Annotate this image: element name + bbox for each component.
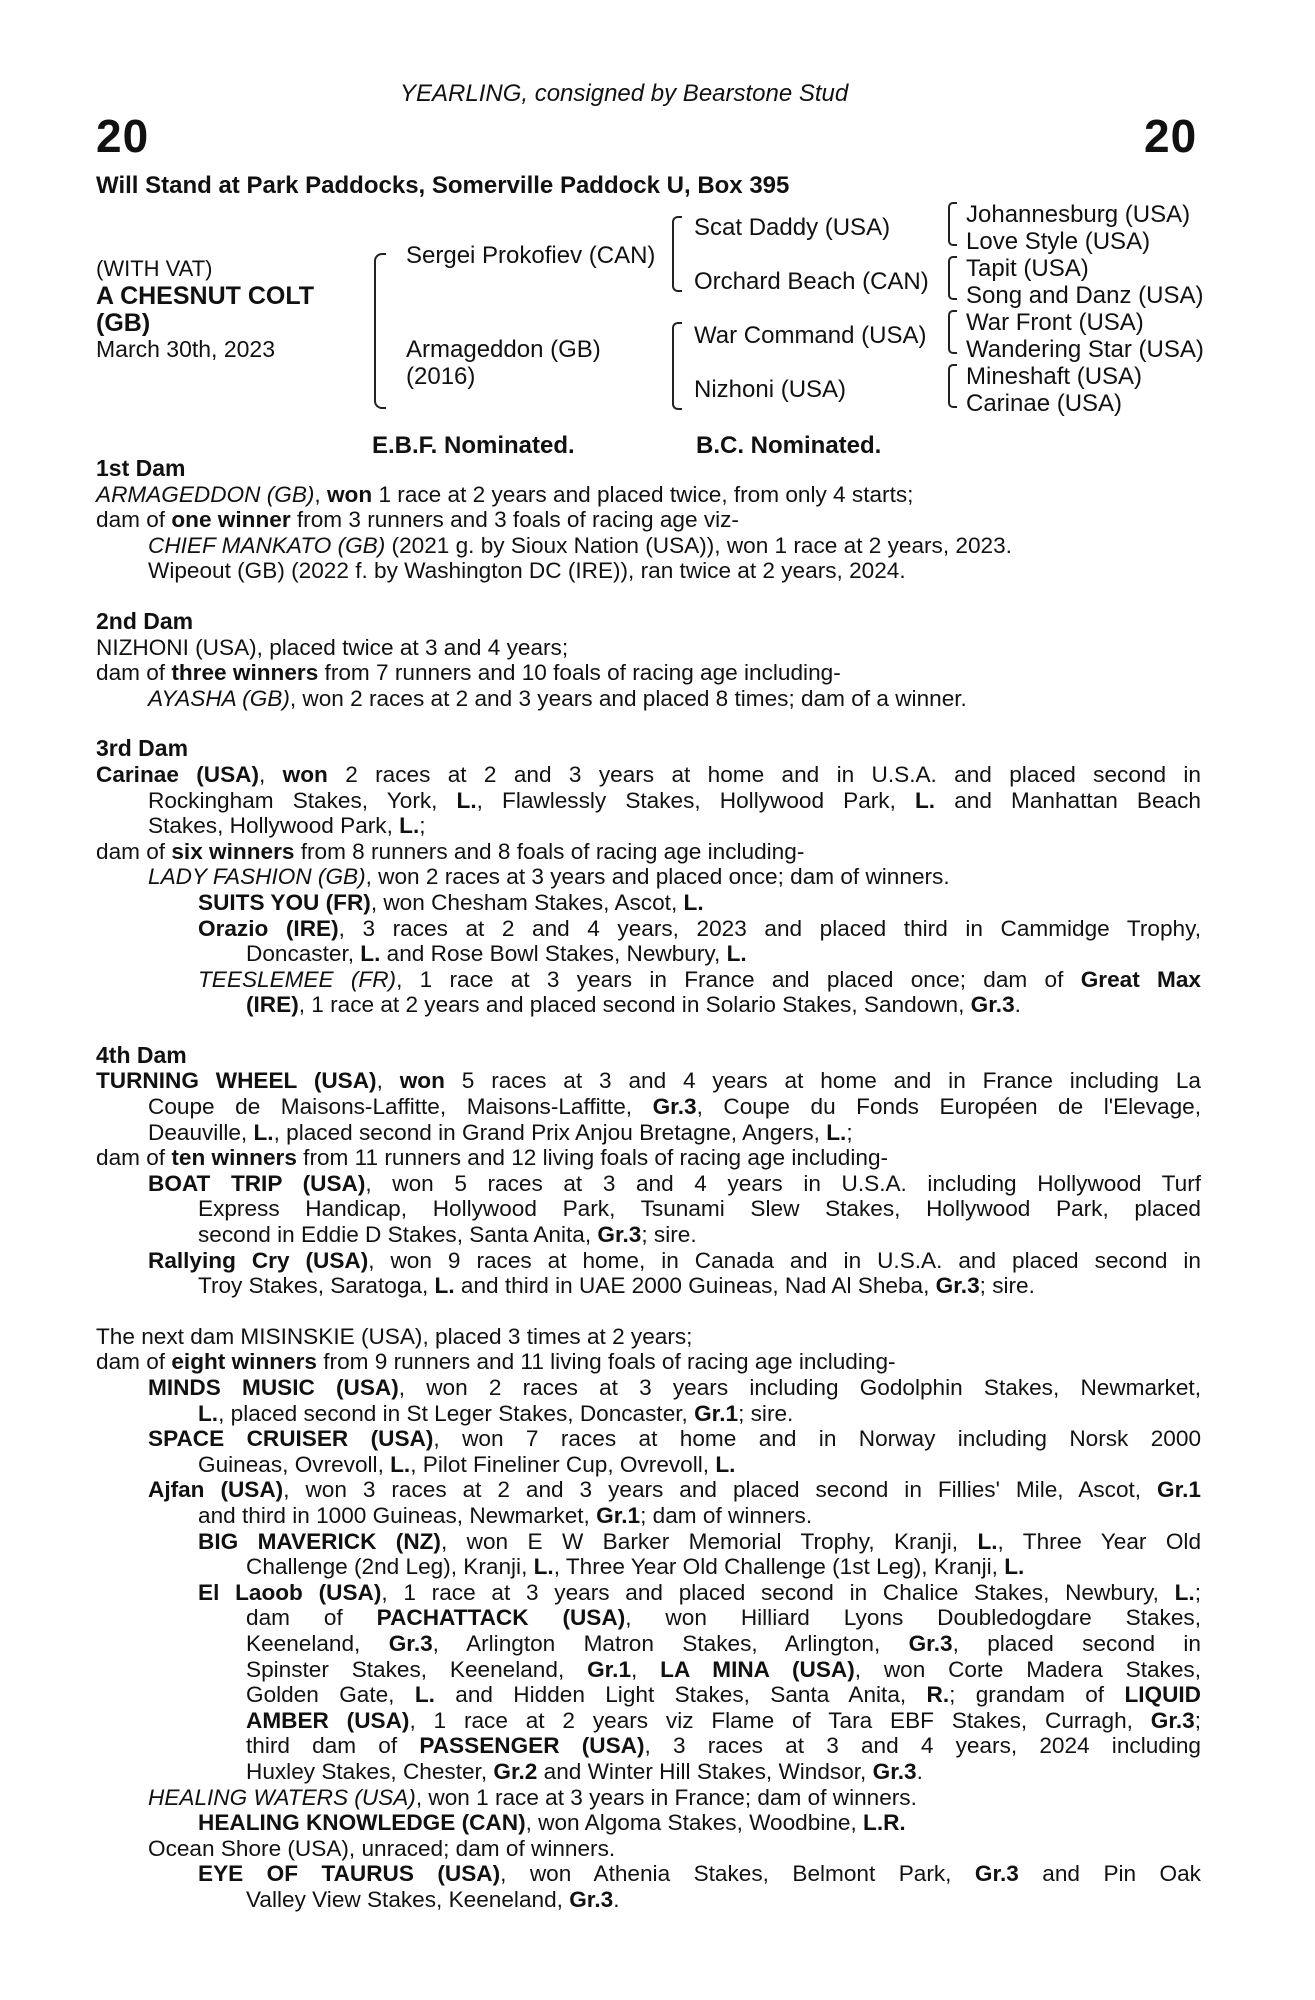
plain-text: ; grandam of — [949, 1682, 1125, 1708]
plain-text: Wipeout (GB) (2022 f. by Washington DC (IRE)), ran twice at 2 years, 2024. — [148, 558, 906, 584]
plain-text: dam of — [246, 1605, 377, 1631]
bold-text: L.R. — [863, 1810, 906, 1836]
family-text-line — [96, 1733, 1201, 1759]
pedigree-ss-dam: Love Style (USA) — [966, 228, 1151, 255]
bold-text: SPACE CRUISER (USA) — [148, 1426, 434, 1452]
plain-text: Deauville, — [148, 1119, 254, 1145]
plain-text: Challenge (2nd Leg), Kranji, — [246, 1554, 534, 1580]
pedigree-sire: Sergei Prokofiev (CAN) — [406, 242, 656, 269]
plain-text: , won 9 races at home, in Canada and in U.S.A. and placed second in — [368, 1247, 1201, 1273]
family-text-line — [96, 1120, 1201, 1146]
pedigree-dd-dam: Carinae (USA) — [966, 390, 1123, 417]
plain-text: , won Hilliard Lyons Doubledogdare Stakes, — [625, 1605, 1201, 1631]
plain-text: , Flawlessly Stakes, Hollywood Park, — [476, 787, 915, 813]
plain-text: Spinster Stakes, Keeneland, — [246, 1656, 588, 1682]
plain-text: , placed second in — [952, 1630, 1201, 1656]
plain-text: , — [259, 761, 283, 787]
bold-text: Gr.3 — [597, 1222, 642, 1248]
bold-text: Gr.3 — [652, 1094, 697, 1120]
plain-text: Coupe de Maisons-Laffitte, Maisons-Laffitte, — [148, 1094, 653, 1120]
family-text-line — [96, 1171, 1201, 1197]
bold-text: Great Max — [1080, 966, 1201, 992]
family-text-line — [96, 1248, 1201, 1274]
bold-text: HEALING KNOWLEDGE (CAN) — [198, 1810, 526, 1836]
bold-text: Gr.3 — [388, 1630, 433, 1656]
family-text-line — [96, 1605, 1201, 1631]
plain-text: , won 1 race at 3 years in France; dam of winners. — [415, 1784, 917, 1810]
plain-text: , 1 race at 3 years and placed second in Chalice Stakes, Newbury, — [381, 1579, 1175, 1605]
plain-text: ; dam of winners. — [640, 1502, 813, 1528]
bold-text: Gr.1 — [694, 1400, 739, 1426]
plain-text: , won 3 races at 2 and 3 years and placed second in Fillies' Mile, Ascot, — [283, 1477, 1158, 1503]
bold-text: L. — [456, 787, 477, 813]
family-text-line — [96, 788, 1201, 814]
bold-text: L. — [1004, 1554, 1025, 1580]
plain-text: , 3 races at 2 and 4 years, 2023 and placed third in Cammidge Trophy, — [338, 915, 1201, 941]
bold-text: six winners — [171, 838, 295, 864]
family-text-line — [96, 1145, 1201, 1171]
bold-text: Carinae (USA) — [96, 761, 259, 787]
bold-text: L. — [715, 1451, 736, 1477]
pedigree-brace-sire — [672, 216, 682, 292]
plain-text: 5 races at 3 and 4 years at home and in France including La — [444, 1068, 1201, 1094]
bold-text: won — [282, 761, 328, 787]
bold-text: L. — [726, 941, 747, 967]
plain-text: and Pin Oak — [1018, 1861, 1201, 1887]
bold-text: PASSENGER (USA) — [419, 1733, 645, 1759]
plain-text: The next dam MISINSKIE (USA), placed 3 times at 2 years; — [96, 1323, 693, 1349]
plain-text: dam of — [96, 1349, 172, 1375]
bold-text: Gr.1 — [587, 1656, 632, 1682]
pedigree-brace-ss — [948, 202, 957, 246]
dam-heading: 3rd Dam — [96, 735, 189, 762]
plain-text: (2021 g. by Sioux Nation (USA)), won 1 race at 2 years, 2023. — [385, 532, 1012, 558]
dam-section — [96, 1299, 1201, 1913]
pedigree-ds-sire: War Front (USA) — [966, 309, 1144, 336]
family-text-line — [96, 916, 1201, 942]
pedigree-brace-dam — [672, 322, 682, 410]
bold-text: EYE OF TAURUS (USA) — [198, 1861, 501, 1887]
bold-text: Gr.3 — [970, 992, 1015, 1018]
plain-text: and Manhattan Beach — [935, 787, 1201, 813]
bold-text: El Laoob (USA) — [198, 1579, 382, 1605]
family-text-line — [96, 1503, 1201, 1529]
bold-text: Rallying Cry (USA) — [148, 1247, 369, 1273]
plain-text: , won Chesham Stakes, Ascot, — [370, 889, 684, 915]
plain-text: second in Eddie D Stakes, Santa Anita, — [198, 1222, 598, 1248]
plain-text: Valley View Stakes, Keeneland, — [246, 1886, 570, 1912]
italic-text: TEESLEMEE (FR) — [198, 966, 397, 992]
family-text-line — [96, 1324, 1201, 1350]
plain-text: and Rose Bowl Stakes, Newbury, — [380, 941, 727, 967]
pedigree-dam-dam: Nizhoni (USA) — [694, 376, 847, 403]
bold-text: Gr.3 — [1150, 1707, 1195, 1733]
pedigree-sire-sire: Scat Daddy (USA) — [694, 214, 891, 241]
bold-text: Gr.3 — [569, 1886, 614, 1912]
plain-text: , 1 race at 2 years viz Flame of Tara EBF Stakes, Curragh, — [409, 1707, 1151, 1733]
family-text-line — [96, 1785, 1201, 1811]
pedigree-sire-dam: Orchard Beach (CAN) — [694, 268, 929, 295]
bold-text: L. — [198, 1400, 219, 1426]
plain-text: dam of — [96, 838, 172, 864]
family-text-line — [96, 1222, 1201, 1248]
bold-text: won — [326, 481, 373, 507]
family-text-line — [96, 635, 1201, 661]
plain-text: , — [376, 1068, 400, 1094]
section-spacer — [96, 1018, 1201, 1043]
family-text-line — [96, 1708, 1201, 1734]
bold-text: L. — [533, 1554, 554, 1580]
family-text-line — [96, 507, 1201, 533]
plain-text: , — [631, 1656, 661, 1682]
pedigree-brace-sd — [948, 256, 957, 300]
bc-nomination: B.C. Nominated. — [696, 432, 882, 459]
lot-number-right: 20 — [1144, 110, 1198, 162]
horse-description-origin: (GB) — [96, 309, 151, 337]
pedigree-dam-sire: War Command (USA) — [694, 322, 927, 349]
vat-note: (WITH VAT) — [96, 256, 213, 281]
plain-text: 2 races at 2 and 3 years at home and in U.S.A. and placed second in — [327, 761, 1201, 787]
plain-text: Keeneland, — [246, 1630, 389, 1656]
pedigree-sd-sire: Tapit (USA) — [966, 255, 1089, 282]
bold-text: Orazio (IRE) — [198, 915, 339, 941]
plain-text: ; — [846, 1119, 853, 1145]
italic-text: HEALING WATERS (USA) — [148, 1784, 416, 1810]
catalogue-subtitle: YEARLING, consigned by Bearstone Stud — [400, 80, 849, 107]
bold-text: AMBER (USA) — [246, 1707, 410, 1733]
bold-text: LA MINA (USA) — [660, 1656, 855, 1682]
family-text-line — [96, 1861, 1201, 1887]
plain-text: ; sire. — [738, 1400, 794, 1426]
family-text-line — [96, 813, 1201, 839]
family-text-line — [96, 1196, 1201, 1222]
bold-text: L. — [977, 1528, 998, 1554]
plain-text: , Three Year Old Challenge (1st Leg), Kranji, — [553, 1554, 1005, 1580]
plain-text: , won Corte Madera Stakes, — [854, 1656, 1201, 1682]
plain-text: dam of — [96, 507, 172, 533]
bold-text: ten winners — [171, 1145, 297, 1171]
section-spacer — [96, 711, 1201, 736]
plain-text: and Winter Hill Stakes, Windsor, — [537, 1758, 873, 1784]
dam-section — [96, 456, 1201, 584]
plain-text: Ocean Shore (USA), unraced; dam of winners. — [148, 1835, 616, 1861]
plain-text: , Pilot Fineliner Cup, Ovrevoll, — [410, 1451, 716, 1477]
pedigree-ss-sire: Johannesburg (USA) — [966, 201, 1191, 228]
section-spacer — [96, 584, 1201, 609]
italic-text: ARMAGEDDON (GB) — [96, 481, 315, 507]
plain-text: Rockingham Stakes, York, — [148, 787, 457, 813]
plain-text: , placed second in Grand Prix Anjou Bretagne, Angers, — [273, 1119, 827, 1145]
family-text-line — [96, 762, 1201, 788]
family-text-line — [96, 660, 1201, 686]
family-text-line — [96, 992, 1201, 1018]
family-text-line — [96, 1887, 1201, 1913]
family-details — [96, 456, 1201, 1912]
plain-text: dam of — [96, 1145, 172, 1171]
family-text-line — [96, 1810, 1201, 1836]
family-text-line — [96, 1477, 1201, 1503]
plain-text: . — [613, 1886, 620, 1912]
bold-text: L. — [360, 941, 381, 967]
bold-text: L. — [414, 1682, 435, 1708]
family-text-line — [96, 1682, 1201, 1708]
plain-text: from 9 runners and 11 living foals of racing age including- — [316, 1349, 896, 1375]
bold-text: Gr.1 — [1157, 1477, 1201, 1503]
plain-text: , 1 race at 3 years in France and placed once; dam of — [396, 966, 1081, 992]
family-text-line — [96, 839, 1201, 865]
bold-text: TURNING WHEEL (USA) — [96, 1068, 377, 1094]
bold-text: eight winners — [171, 1349, 317, 1375]
family-text-line — [96, 1657, 1201, 1683]
bold-text: PACHATTACK (USA) — [376, 1605, 626, 1631]
pedigree-ds-dam: Wandering Star (USA) — [966, 336, 1204, 363]
bold-text: won — [399, 1068, 445, 1094]
plain-text: , won E W Barker Memorial Trophy, Kranji, — [440, 1528, 978, 1554]
plain-text: ; — [1194, 1707, 1201, 1733]
dam-heading: 1st Dam — [96, 455, 186, 481]
plain-text: dam of — [96, 660, 172, 686]
pedigree-brace-main — [374, 253, 386, 409]
dam-section — [96, 584, 1201, 711]
pedigree-dd-sire: Mineshaft (USA) — [966, 363, 1143, 390]
family-text-line — [96, 1349, 1201, 1375]
plain-text: ; sire. — [641, 1222, 697, 1248]
plain-text: from 8 runners and 8 foals of racing age including- — [294, 838, 805, 864]
plain-text: Guineas, Ovrevoll, — [198, 1451, 391, 1477]
family-text-line — [96, 1554, 1201, 1580]
stabling-location: Will Stand at Park Paddocks, Somerville Paddock U, Box 395 — [96, 172, 790, 199]
plain-text: from 11 runners and 12 living foals of racing age including- — [296, 1145, 889, 1171]
plain-text: and third in 1000 Guineas, Newmarket, — [198, 1502, 597, 1528]
family-text-line — [96, 1452, 1201, 1478]
plain-text: , 1 race at 2 years and placed second in Solario Stakes, Sandown, — [298, 992, 971, 1018]
plain-text: , won 2 races at 2 and 3 years and placed 8 times; dam of a winner. — [289, 685, 967, 711]
bold-text: one winner — [171, 507, 291, 533]
plain-text: , — [314, 481, 327, 507]
bold-text: L. — [399, 813, 420, 839]
pedigree-dam-year: (2016) — [406, 363, 476, 390]
plain-text: and Hidden Light Stakes, Santa Anita, — [434, 1682, 927, 1708]
family-text-line — [96, 864, 1201, 890]
plain-text: , placed second in St Leger Stakes, Doncaster, — [218, 1400, 695, 1426]
pedigree-brace-dd — [948, 364, 957, 408]
bold-text: three winners — [171, 660, 319, 686]
family-text-line — [96, 941, 1201, 967]
bold-text: SUITS YOU (FR) — [198, 889, 371, 915]
plain-text: Express Handicap, Hollywood Park, Tsunami Slew Stakes, Hollywood Park, placed — [198, 1196, 1201, 1222]
section-spacer — [96, 1299, 1201, 1324]
family-text-line — [96, 1375, 1201, 1401]
dam-section — [96, 711, 1201, 1018]
bold-text: L. — [434, 1273, 455, 1299]
bold-text: Gr.3 — [908, 1630, 953, 1656]
plain-text: , won 2 races at 3 years including Godolphin Stakes, Newmarket, — [398, 1375, 1201, 1400]
family-text-line — [96, 1068, 1201, 1094]
plain-text: , won 2 races at 3 years and placed once; dam of winners. — [365, 864, 950, 890]
plain-text: ; — [1194, 1579, 1201, 1605]
bold-text: L. — [683, 889, 704, 915]
family-text-line — [96, 967, 1201, 993]
family-text-line — [96, 1631, 1201, 1657]
plain-text: , won 7 races at home and in Norway including Norsk 2000 — [433, 1426, 1201, 1452]
ebf-nomination: E.B.F. Nominated. — [372, 432, 575, 459]
family-text-line — [96, 1401, 1201, 1427]
lot-number-left: 20 — [96, 110, 150, 162]
family-text-line — [96, 1529, 1201, 1555]
italic-text: CHIEF MANKATO (GB) — [148, 532, 386, 558]
bold-text: L. — [253, 1119, 274, 1145]
dam-section — [96, 1018, 1201, 1299]
family-text-line — [96, 1759, 1201, 1785]
bold-text: L. — [915, 787, 936, 813]
foaling-date: March 30th, 2023 — [96, 336, 276, 362]
bold-text: Gr.3 — [974, 1861, 1019, 1887]
plain-text: from 3 runners and 3 foals of racing age viz- — [290, 507, 739, 533]
plain-text: , 3 races at 3 and 4 years, 2024 including — [644, 1733, 1201, 1759]
italic-text: LADY FASHION (GB) — [148, 864, 366, 890]
family-text-line — [96, 1836, 1201, 1862]
plain-text: ; sire. — [979, 1273, 1035, 1299]
bold-text: Ajfan (USA) — [148, 1477, 284, 1503]
pedigree-dam: Armageddon (GB) — [406, 336, 601, 363]
plain-text: . — [1014, 992, 1021, 1018]
pedigree-brace-ds — [948, 310, 957, 354]
dam-heading: 4th Dam — [96, 1041, 187, 1068]
plain-text: third dam of — [246, 1733, 420, 1759]
bold-text: L. — [1174, 1579, 1195, 1605]
plain-text: Huxley Stakes, Chester, — [246, 1758, 494, 1784]
family-text-line — [96, 482, 1201, 508]
family-text-line — [96, 1580, 1201, 1606]
bold-text: L. — [390, 1451, 411, 1477]
family-text-line — [96, 1094, 1201, 1120]
plain-text: from 7 runners and 10 foals of racing age including- — [318, 660, 841, 686]
plain-text: Troy Stakes, Saratoga, — [198, 1273, 435, 1299]
bold-text: R. — [926, 1682, 950, 1708]
plain-text: , won Athenia Stakes, Belmont Park, — [500, 1861, 975, 1887]
dam-heading: 2nd Dam — [96, 607, 194, 634]
horse-description: A CHESNUT COLT — [96, 282, 315, 310]
bold-text: L. — [826, 1119, 847, 1145]
pedigree-sd-dam: Song and Danz (USA) — [966, 282, 1204, 309]
family-text-line — [96, 890, 1201, 916]
bold-text: BIG MAVERICK (NZ) — [198, 1528, 441, 1554]
plain-text: , Coupe du Fonds Européen de l'Elevage, — [696, 1094, 1201, 1120]
bold-text: LIQUID — [1124, 1682, 1201, 1708]
family-text-line — [96, 1273, 1201, 1299]
plain-text: and third in UAE 2000 Guineas, Nad Al Sheba, — [454, 1273, 936, 1299]
plain-text: ; — [419, 813, 426, 839]
family-text-line — [96, 686, 1201, 712]
plain-text: Stakes, Hollywood Park, — [148, 813, 400, 839]
plain-text: 1 race at 2 years and placed twice, from only 4 starts; — [372, 481, 914, 507]
family-text-line — [96, 1426, 1201, 1452]
plain-text: , Three Year Old — [997, 1528, 1201, 1554]
plain-text: , won 5 races at 3 and 4 years in U.S.A. including Hollywood Turf — [365, 1170, 1201, 1196]
plain-text: Doncaster, — [246, 941, 361, 967]
bold-text: Gr.3 — [872, 1758, 917, 1784]
bold-text: MINDS MUSIC (USA) — [148, 1375, 399, 1400]
bold-text: Gr.2 — [493, 1758, 538, 1784]
bold-text: BOAT TRIP (USA) — [148, 1170, 366, 1196]
plain-text: , won Algoma Stakes, Woodbine, — [525, 1810, 864, 1836]
bold-text: (IRE) — [246, 992, 299, 1018]
family-text-line — [96, 533, 1201, 559]
italic-text: AYASHA (GB) — [148, 685, 290, 711]
family-text-line — [96, 558, 1201, 584]
plain-text: . — [916, 1758, 923, 1784]
bold-text: Gr.1 — [596, 1502, 641, 1528]
plain-text: , Arlington Matron Stakes, Arlington, — [432, 1630, 909, 1656]
plain-text: NIZHONI (USA), placed twice at 3 and 4 years; — [96, 634, 569, 660]
plain-text: Golden Gate, — [246, 1682, 415, 1708]
bold-text: Gr.3 — [935, 1273, 980, 1299]
